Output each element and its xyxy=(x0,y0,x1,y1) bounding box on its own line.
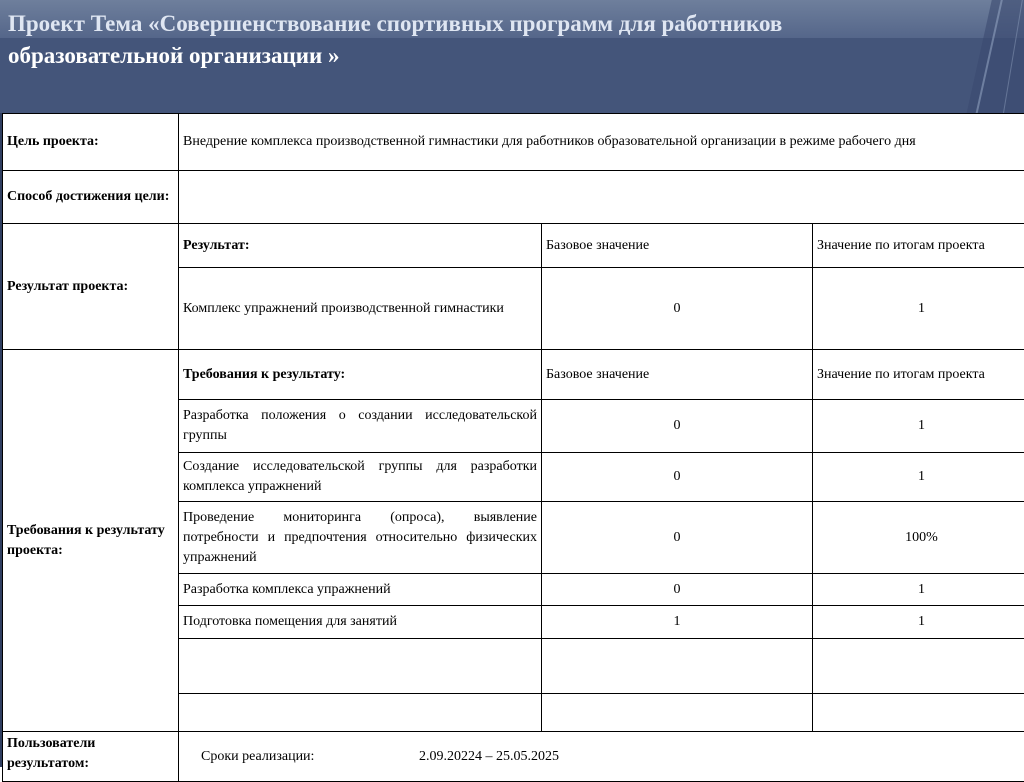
goal-value: Внедрение комплекса производственной гимнастики для работников образовательной организации в режиме рабочего дня xyxy=(179,114,1024,171)
requirement-name: Разработка положения о создании исследовательской группы xyxy=(179,400,542,453)
requirement-name: Проведение мониторинга (опроса), выявление потребности и предпочтения относительно физических упражнений xyxy=(179,502,542,574)
slide-title-line1: Проект Тема «Совершенствование спортивных программ для работников xyxy=(8,11,782,36)
requirement-final: 100% xyxy=(813,502,1024,574)
table-row-result-header xyxy=(3,224,1024,268)
empty-cell xyxy=(813,639,1024,694)
requirements-base-header: Базовое значение xyxy=(542,350,813,400)
requirement-base: 0 xyxy=(542,400,813,453)
requirement-final: 1 xyxy=(813,453,1024,502)
requirements-label: Требования к результату проекта: xyxy=(3,350,179,732)
result-item-final: 1 xyxy=(813,268,1024,350)
term-cell xyxy=(179,732,1024,782)
result-final-header: Значение по итогам проекта xyxy=(813,224,1024,268)
requirement-final: 1 xyxy=(813,400,1024,453)
users-label: Пользователи результатом: xyxy=(3,732,179,782)
requirement-base: 0 xyxy=(542,502,813,574)
method-label: Способ достижения цели: xyxy=(3,171,179,224)
slide-title-line2: образовательной организации » xyxy=(8,43,339,68)
goal-label: Цель проекта: xyxy=(3,114,179,171)
requirement-name: Подготовка помещения для занятий xyxy=(179,606,542,639)
requirement-final: 1 xyxy=(813,606,1024,639)
slide-title xyxy=(8,8,1008,72)
term-value: 2.09.20224 – 25.05.2025 xyxy=(419,749,559,764)
result-base-header: Базовое значение xyxy=(542,224,813,268)
empty-cell xyxy=(179,639,542,694)
empty-cell xyxy=(179,694,542,732)
project-table xyxy=(2,113,1024,782)
requirement-name: Создание исследовательской группы для разработки комплекса упражнений xyxy=(179,453,542,502)
requirements-col-header: Требования к результату: xyxy=(179,350,542,400)
requirement-final: 1 xyxy=(813,574,1024,606)
requirement-base: 1 xyxy=(542,606,813,639)
empty-cell xyxy=(542,639,813,694)
table-row-users xyxy=(3,732,1024,782)
slide-header xyxy=(0,0,1024,114)
result-item-base: 0 xyxy=(542,268,813,350)
empty-cell xyxy=(813,694,1024,732)
table-row-goal xyxy=(3,114,1024,171)
empty-cell xyxy=(542,694,813,732)
requirement-name: Разработка комплекса упражнений xyxy=(179,574,542,606)
requirement-base: 0 xyxy=(542,453,813,502)
table-row-method xyxy=(3,171,1024,224)
table-row-requirements-header xyxy=(3,350,1024,400)
requirements-final-header: Значение по итогам проекта xyxy=(813,350,1024,400)
term-label: Сроки реализации: xyxy=(201,747,419,767)
result-col-header: Результат: xyxy=(179,224,542,268)
result-label: Результат проекта: xyxy=(3,224,179,350)
result-item-name: Комплекс упражнений производственной гимнастики xyxy=(179,268,542,350)
requirement-base: 0 xyxy=(542,574,813,606)
method-value xyxy=(179,171,1024,224)
